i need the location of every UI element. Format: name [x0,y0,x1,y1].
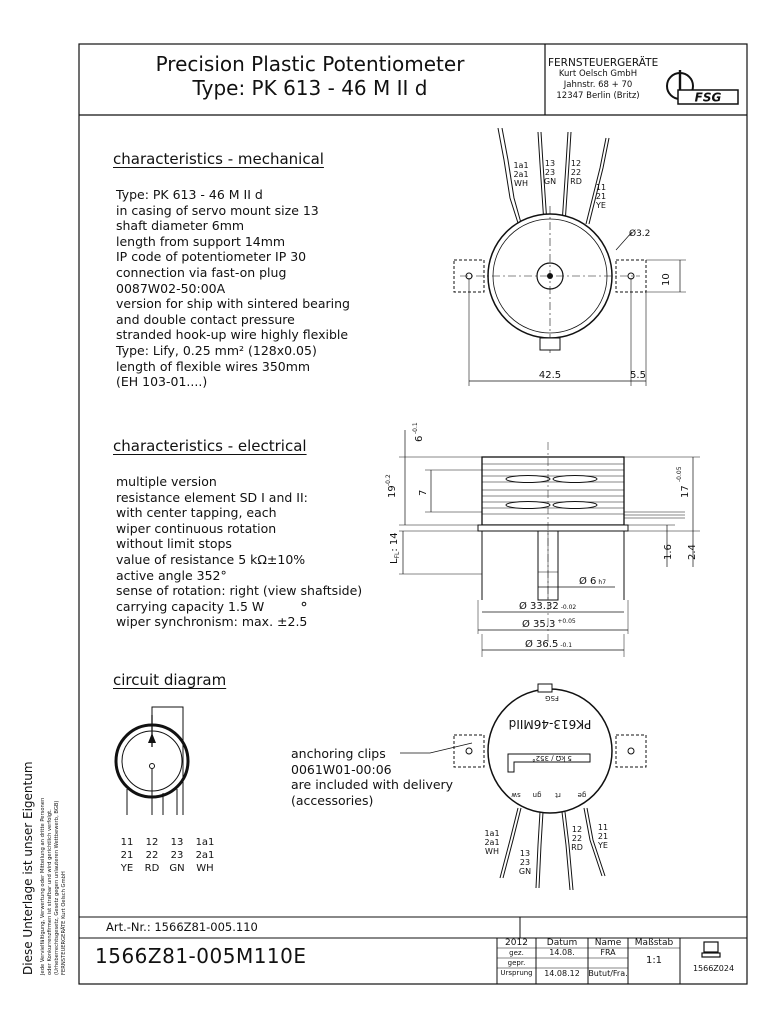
dim-shaft-len-group: $L_{FL}$: 14 [389,532,401,564]
clips-line-1: anchoring clips [291,746,386,761]
dia-3: Ø 36.5 [525,639,559,650]
svg-text:Ø 6h7 [579,575,606,587]
wire-label: 1a1 [513,161,529,170]
dia-shaft-tol: h7 [598,579,607,586]
terminal-label: 1a1 [195,837,215,848]
wire-label: YE [598,841,608,850]
svg-text:ge: ge [577,791,587,799]
footer-year: 2012 [505,938,528,948]
terminal-label: GN [169,863,185,874]
footer-row-gepr: gepr. [507,959,526,967]
dia-3-tol: -0.1 [560,642,573,649]
footer-gez-name: FRA [600,948,616,957]
mechanical-line: 0087W02-50:00A [116,280,226,296]
mechanical-line: and double contact pressure [116,311,295,327]
electrical-line: multiple version [116,474,217,489]
wire-label: 13 [519,849,531,858]
footer-row-gez: gez. [509,949,524,957]
logo-text: FSG [694,90,722,105]
terminal-label: 22 [145,850,159,861]
svg-text:Ø 36.5-0.1 [525,638,572,650]
electrical-line: sense of rotation: right (view shaftside) [116,583,363,599]
dim-edge: 5.5 [630,370,646,381]
bottom-view-drawing [440,680,690,892]
wire-label: 13 [544,159,556,168]
terminal-label: YE [120,863,134,874]
bottom-rating: 5 kΩ / 352° [532,754,572,762]
wire-label: RD [571,843,583,852]
clips-line-2: 0061W01-00:06 [291,761,392,777]
terminal-label: RD [144,863,160,874]
dia-2-tol: +0.05 [557,618,576,625]
dim-body-tol: -0.2 [385,474,392,486]
mechanical-list [116,187,386,390]
dia-shaft: Ø 6 [579,576,597,587]
mechanical-line: Type: PK 613 - 46 M II d [116,187,263,202]
company-line-3: Jahnstr. 68 + 70 [563,80,633,90]
terminal-label: 21 [120,850,134,861]
mechanical-heading: characteristics - mechanical [113,150,324,168]
wire-label: WH [485,847,499,856]
electrical-line: carrying capacity 1.5 W [116,598,265,614]
footer-row-ursprung: Ursprung [500,969,533,977]
terminal-label: 12 [145,837,159,848]
dim-24: 2.4 [687,544,698,560]
circuit-diagram [105,705,220,885]
article-number: Art.-Nr.: 1566Z81-005.110 [106,920,258,934]
electrical-line: wiper synchronism: max. ±2.5 [116,614,308,630]
wire-label: 12 [570,159,582,168]
wire-label: GN [543,177,557,186]
wire-label: 11 [595,183,607,192]
wire-label: WH [514,179,528,188]
mechanical-line: IP code of potentiometer IP 30 [116,249,307,265]
terminal-label: 23 [170,850,184,861]
wire-label: 21 [595,192,607,201]
side-note-line1: Jede Vervielfältigung, Verwertung oder Mitteilung an dritte Personen [40,797,46,975]
company-line-4: 12347 Berlin (Britz) [556,91,640,101]
wire-label: 11 [597,823,609,832]
svg-text:sw: sw [511,791,521,799]
bottom-label: PK613-46MIId [508,717,592,731]
terminal-label: 2a1 [195,850,215,861]
electrical-line: with center tapping, each [116,505,277,521]
clips-line-4: (accessories) [291,792,374,808]
dim-body: 19 [387,485,398,498]
footer-ursprung-date: 14.08.12 [544,969,580,978]
mechanical-line: shaft diameter 6mm [116,218,245,234]
clips-line-3: are included with delivery [291,777,454,792]
wire-label: 2a1 [513,170,529,179]
mechanical-line: (EH 103-01....) [116,374,208,390]
electrical-line: wiper continuous rotation [116,520,277,536]
dim-right-tol: -0.05 [676,466,683,482]
wire-label: RD [570,177,582,186]
small-circle-mark [300,600,308,608]
dia-1-tol: -0.02 [560,604,577,611]
footer-col-datum: Datum [546,938,578,948]
dia-2: Ø 35.3 [522,619,556,630]
footer-col-massstab: Maßstab [634,938,674,948]
mechanical-line: Type: Lify, 0.25 mm² (128x0.05) [116,342,317,358]
side-note-line2: oder Konkurrenzfirmen ist strafbar und wird gerichtlich verfolgt. [47,809,53,975]
terminal-label: 13 [170,837,184,848]
footer-gez-date: 14.08. [549,948,575,957]
mechanical-line: length from support 14mm [116,233,286,249]
mechanical-line: stranded hook-up wire highly flexible [116,327,349,343]
wire-label: 2a1 [484,838,500,847]
dim-right: 17 [680,485,691,498]
electrical-line: active angle 352° [116,567,227,583]
fsg-logo [662,68,742,108]
wire-label: 21 [597,832,609,841]
footer-ursprung-name: Butut/Fra. [588,969,628,978]
mechanical-line: in casing of servo mount size 13 [116,202,319,218]
side-note-line3: (Urheberrechtsgesetz, Gesetz gegen unlauteren Wettbewerb, BGB) [54,800,60,975]
side-copyright-note [14,730,84,980]
top-view-drawing [440,128,690,390]
dim-16: 1.6 [663,544,674,560]
svg-text:Ø 33.32-0.02 [519,600,576,612]
side-view-drawing [375,412,705,667]
dim-width: 42.5 [538,370,562,381]
wire-label: 23 [544,168,556,177]
side-note-line4: FERNSTEUERGERÄTE Kurt Oelsch GmbH [61,871,67,975]
company-line-2: Kurt Oelsch GmbH [558,69,638,79]
terminal-label: WH [196,863,214,874]
svg-text:rt: rt [555,791,561,799]
dia-1: Ø 33.32 [519,601,559,612]
wire-label: YE [596,201,606,210]
electrical-line: resistance element SD I and II: [116,489,308,505]
dim-shaft-len: 14 [389,532,400,546]
wire-label: 12 [571,825,583,834]
electrical-heading: characteristics - electrical [113,437,307,455]
title-line-2: Type: PK 613 - 46 M II d [192,76,428,100]
drawing-number: 1566Z81-005M110E [95,944,307,968]
electrical-list [116,474,396,630]
svg-text:gn: gn [532,791,542,799]
footer-code: 1566Z024 [692,964,735,973]
side-note-main: Diese Unterlage ist unser Eigentum [21,761,35,975]
mechanical-line: connection via fast-on plug [116,264,287,280]
dim-top: 6 [414,435,425,442]
dim-height: 10 [661,273,672,286]
dim-mid: 7 [418,489,429,496]
electrical-line: without limit stops [116,536,232,552]
electrical-line: value of resistance 5 kΩ±10% [116,551,306,567]
dim-hole: Ø3.2 [629,229,651,239]
wire-label: 22 [571,834,583,843]
company-block [548,57,659,102]
computer-icon [700,940,724,960]
page-title [90,52,530,100]
circuit-heading: circuit diagram [113,671,227,689]
bottom-logo: FSG [545,694,559,702]
title-line-1: Precision Plastic Potentiometer [155,52,465,76]
dim-top-tol: -0.1 [412,422,419,434]
wire-label: 22 [570,168,582,177]
dim-shaft-pre: L [389,558,400,564]
wire-label: 1a1 [484,829,500,838]
svg-text:Ø 35.3+0.05 [522,618,576,630]
footer-scale: 1:1 [645,955,663,966]
wire-label: 23 [519,858,531,867]
company-name: FERNSTEUERGERÄTE [548,57,659,69]
wire-label: GN [518,867,532,876]
footer-col-name: Name [594,938,622,948]
mechanical-line: version for ship with sintered bearing [116,296,350,312]
terminal-label: 11 [120,837,134,848]
dim-shaft-sub: FL [394,551,401,559]
mechanical-line: length of flexible wires 350mm [116,358,311,374]
